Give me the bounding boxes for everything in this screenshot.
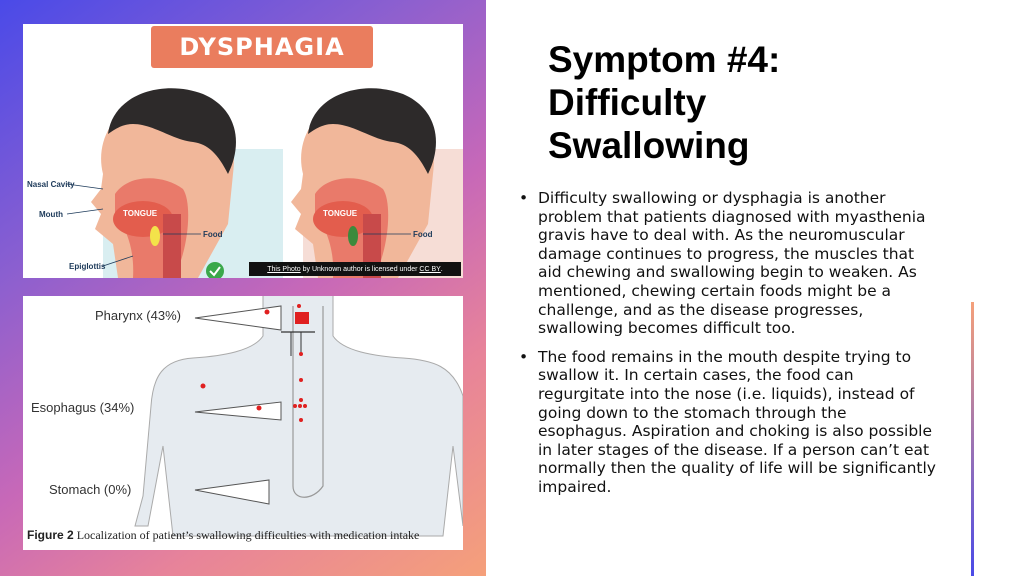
nasal-cavity-label: Nasal Cavity bbox=[27, 180, 75, 189]
body-outline-figure bbox=[23, 296, 463, 550]
swallowing-localization-figure bbox=[23, 296, 463, 550]
caption-label: Figure 2 bbox=[27, 528, 74, 542]
attribution-license-link[interactable]: CC BY bbox=[419, 265, 441, 273]
accent-line bbox=[971, 302, 974, 576]
food-label-right: Food bbox=[413, 230, 433, 239]
banner-text: DYSPHAGIA bbox=[179, 33, 345, 61]
esophagus-label: Esophagus (34%) bbox=[31, 400, 135, 415]
bullet-item: • Difficulty swallowing or dysphagia is another problem that patients diagnosed with myasthenia gravis have to deal with. As the neuromuscular damage continues to progress, the muscles that aid chewing and swallowing begin to weaken. As mentioned, chewing certain foods might be a challenge, and as the disease progresses, swallowing becomes difficult too. bbox=[516, 189, 936, 338]
stomach-label: Stomach (0%) bbox=[49, 482, 132, 497]
attribution-text: by Unknown author is licensed under bbox=[300, 265, 420, 273]
tongue-label-left: TONGUE bbox=[123, 209, 158, 218]
caption-text: Localization of patient’s swallowing difficulties with medication intake bbox=[76, 528, 420, 542]
head-cross-sections bbox=[23, 24, 463, 278]
figure-caption bbox=[27, 528, 419, 543]
bullet-item: • The food remains in the mouth despite trying to swallow it. In certain cases, the food can regurgitate into the nose (i.e. liquids), instead of going down to the stomach through the esophagus. Aspiration and choking is also possible in later stages of the disease. If a person can’t eat normally then the quality of life will be significantly impaired. bbox=[516, 348, 936, 497]
attribution-photo-link[interactable]: This Photo bbox=[267, 265, 301, 273]
pharynx-label: Pharynx (43%) bbox=[95, 308, 181, 323]
tongue-label-right: TONGUE bbox=[323, 209, 358, 218]
epiglottis-label: Epiglottis bbox=[69, 262, 106, 271]
slide-title: Symptom #4: Difficulty Swallowing bbox=[548, 39, 781, 166]
bullet-list bbox=[516, 189, 936, 507]
image-attribution: This Photo by Unknown author is licensed under CC BY . bbox=[249, 262, 461, 276]
left-gradient-panel bbox=[0, 0, 486, 576]
mouth-label: Mouth bbox=[39, 210, 63, 219]
dysphagia-illustration bbox=[23, 24, 463, 278]
food-label-left: Food bbox=[203, 230, 223, 239]
